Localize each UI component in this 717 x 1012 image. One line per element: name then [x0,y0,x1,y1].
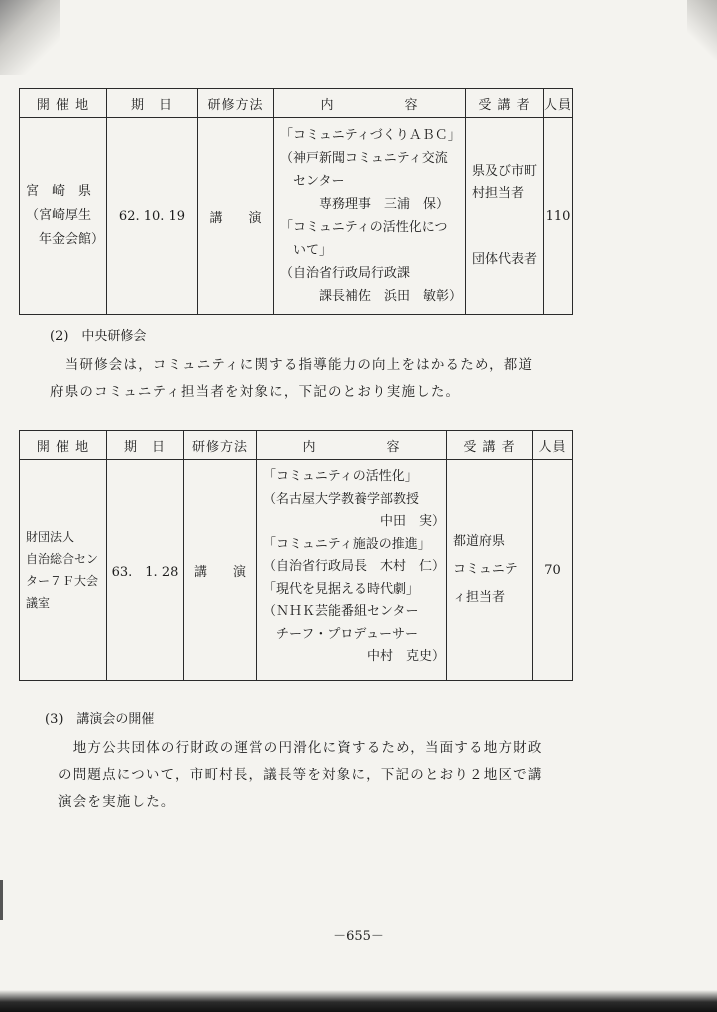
attendees-cell: 県及び市町 村担当者 団体代表者 [466,118,544,315]
page-number: －655－ [333,929,384,944]
page-corner-shadow [0,0,60,75]
table-header-row [20,89,573,118]
method-cell: 講 演 [184,460,257,681]
header-attendees: 受 講 者 [466,89,544,118]
section-2-heading: (2) 中央研修会 [50,329,147,344]
content-cell: 「コミュニティの活性化」 （名古屋大学教養学部教授 中田 実） 「コミュニティ施設の推進」 （自治省行政局長 木村 仁） 「現代を見据える時代劇」 （ＮＨＫ芸能番組センター チーフ・プロデューサー 中村 克史） [257,460,447,681]
scan-edge-mark [0,880,3,920]
section-3-paragraph: 地方公共団体の行財政の運営の円滑化に資するため，当面する地方財政 の問題点について，市町村長，議長等を対象に，下記のとおり２地区で講 演会を実施した。 [58,740,543,810]
header-attendees: 受 講 者 [447,431,533,460]
header-venue: 開 催 地 [20,89,107,118]
training-table-1 [19,88,573,315]
header-date: 期 日 [107,431,184,460]
table-row [20,118,573,315]
section-3-heading: (3) 講演会の開催 [45,712,155,727]
header-content: 内 容 [274,89,466,118]
attendees-cell: 都道府県 コミュニテ ィ担当者 [447,460,533,681]
training-table-2 [19,430,573,681]
header-count: 人員 [533,431,573,460]
venue-cell: 宮 崎 県 （宮崎厚生 年金会館） [20,118,107,315]
method-cell: 講 演 [198,118,274,315]
section-2-paragraph: 当研修会は，コミュニティに関する指導能力の向上をはかるため，都道 府県のコミュニティ担当者を対象に，下記のとおり実施した。 [50,357,534,400]
header-method: 研修方法 [184,431,257,460]
header-date: 期 日 [107,89,198,118]
scan-bottom-edge [0,990,717,1012]
table-header-row [20,431,573,460]
header-count: 人員 [544,89,573,118]
header-content: 内 容 [257,431,447,460]
count-cell: 70 [533,460,573,681]
page-corner-shadow-right [687,0,717,60]
venue-cell: 財団法人 自治総合セン ター７Ｆ大会 議室 [20,460,107,681]
header-venue: 開 催 地 [20,431,107,460]
date-cell: 63. 1. 28 [107,460,184,681]
content-cell: 「コミュニティづくりＡＢＣ」 （神戸新聞コミュニティ交流 センター 専務理事 三浦 保） 「コミュニティの活性化につ いて」 （自治省行政局行政課 課長補佐 浜田 敏彰） [274,118,466,315]
header-method: 研修方法 [198,89,274,118]
date-cell: 62. 10. 19 [107,118,198,315]
count-cell: 110 [544,118,573,315]
table-row [20,460,573,681]
